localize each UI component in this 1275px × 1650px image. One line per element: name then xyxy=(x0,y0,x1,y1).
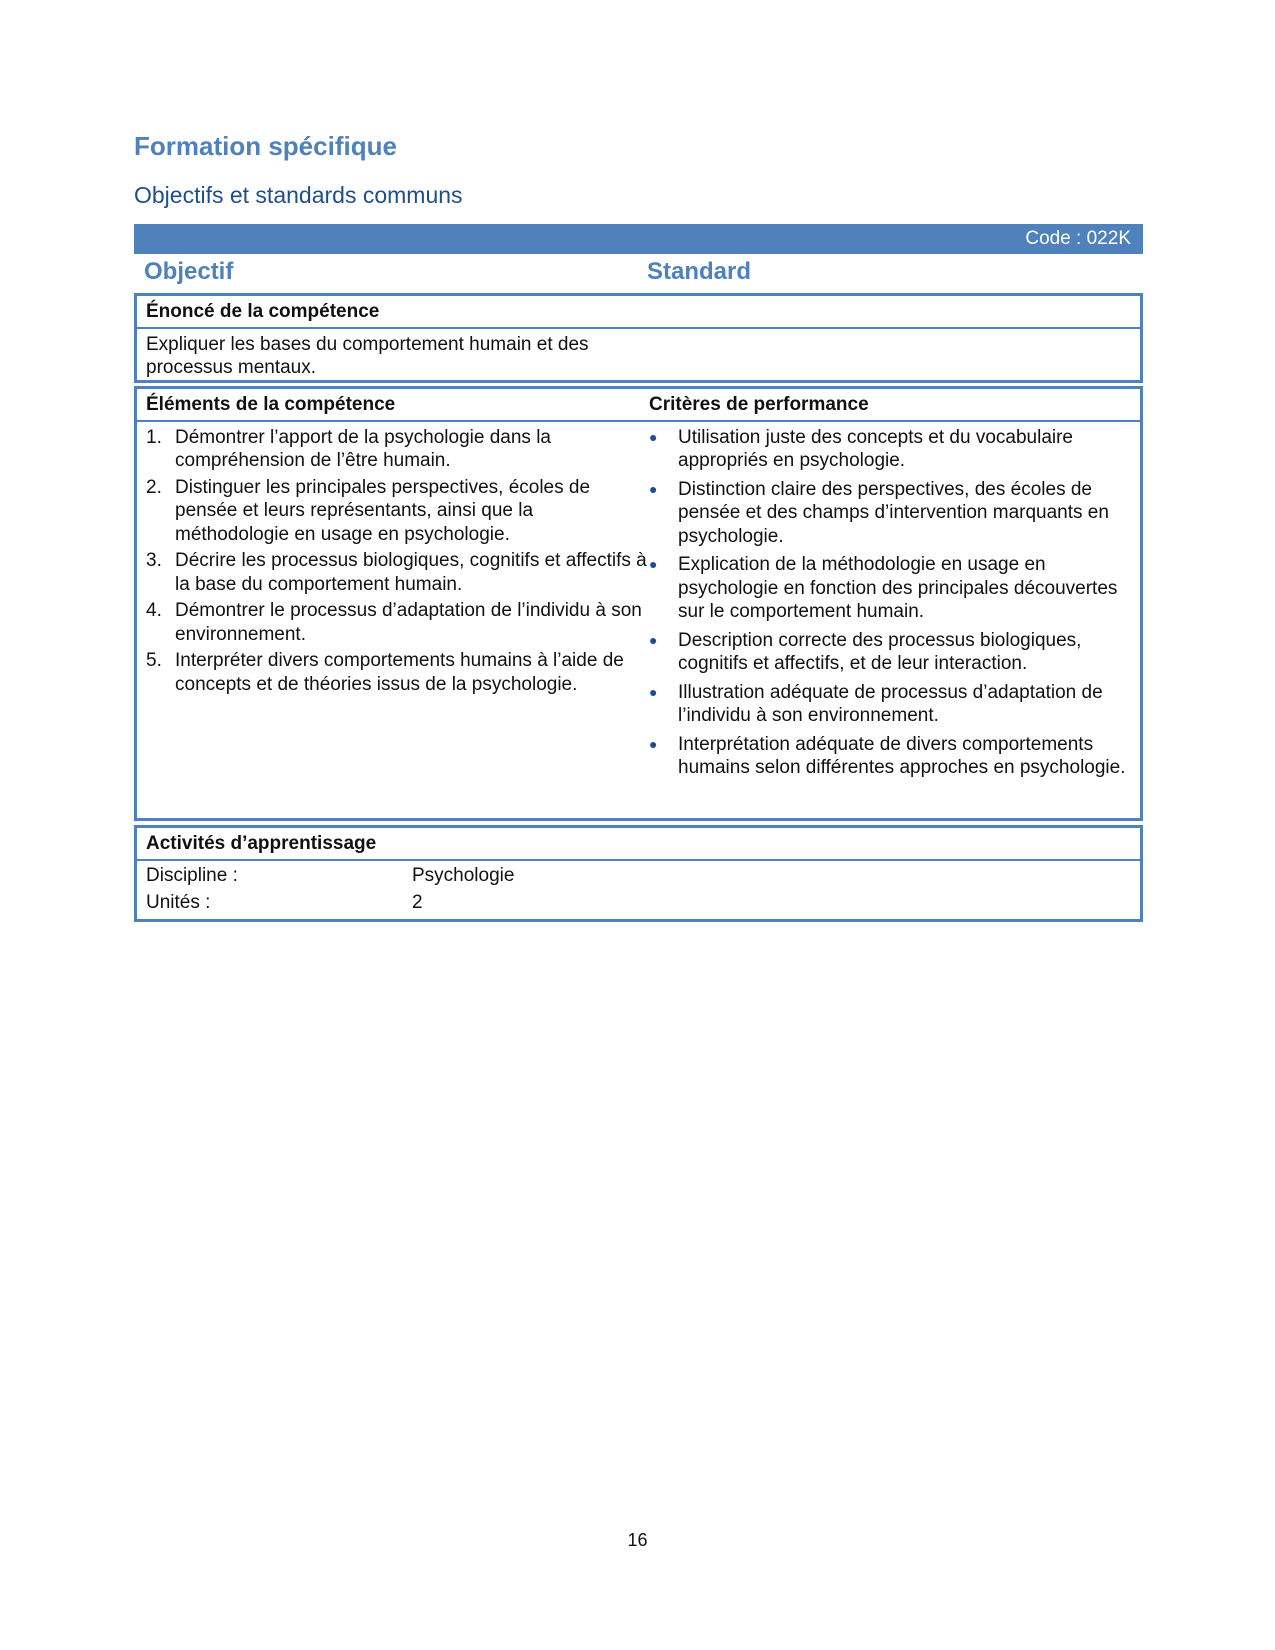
activites-heading: Activités d’apprentissage xyxy=(137,828,1140,861)
list-item xyxy=(649,629,1129,676)
criteria-heading: Critères de performance xyxy=(649,394,869,415)
section-title: Formation spécifique xyxy=(134,131,397,161)
unites-label: Unités : xyxy=(146,891,211,913)
list-item xyxy=(649,733,1129,780)
discipline-value: Psychologie xyxy=(412,864,515,886)
bullet-icon: ● xyxy=(649,735,658,752)
unites-value: 2 xyxy=(412,891,423,913)
list-item xyxy=(649,681,1129,728)
item-number: 3. xyxy=(146,550,162,571)
section-subtitle: Objectifs et standards communs xyxy=(134,182,463,208)
criterion-text: Distinction claire des perspectives, des écoles de pensée et des champs d’intervention marquants en psychologie. xyxy=(678,478,1109,547)
discipline-label: Discipline : xyxy=(146,864,238,886)
elements-heading: Éléments de la compétence xyxy=(146,394,396,415)
bullet-icon: ● xyxy=(649,556,658,572)
list-item xyxy=(146,649,649,696)
bullet-icon: ● xyxy=(649,683,658,700)
criterion-text: Utilisation juste des concepts et du vocabulaire appropriés en psychologie. xyxy=(678,426,1074,471)
bullet-icon: ● xyxy=(649,428,658,445)
list-item xyxy=(146,599,649,646)
criteria-list xyxy=(649,426,1129,780)
enonce-text: Expliquer les bases du comportement humain et des processus mentaux. xyxy=(146,333,589,378)
column-heading-standard: Standard xyxy=(647,258,752,285)
list-item xyxy=(146,549,649,596)
item-number: 5. xyxy=(146,650,162,671)
criterion-text: Illustration adéquate de processus d’adaptation de l’individu à son environnement. xyxy=(678,681,1103,726)
criterion-text: Interprétation adéquate de divers comportements humains selon différentes approches en psychologie. xyxy=(678,733,1126,778)
item-text: Démontrer le processus d’adaptation de l’individu à son environnement. xyxy=(175,600,642,645)
list-item xyxy=(649,426,1129,473)
elements-box xyxy=(134,386,1143,821)
code-bar xyxy=(134,224,1143,254)
elements-list xyxy=(146,426,649,697)
list-item xyxy=(146,476,649,547)
item-number: 4. xyxy=(146,600,162,621)
item-text: Interpréter divers comportements humains à l’aide de concepts et de théories issus de la psychologie. xyxy=(175,650,624,695)
list-item xyxy=(649,553,1129,624)
item-text: Décrire les processus biologiques, cognitifs et affectifs à la base du comportement humain. xyxy=(175,550,647,595)
list-item xyxy=(146,426,649,473)
column-heading-objectif: Objectif xyxy=(144,258,234,285)
course-code: Code : 022K xyxy=(1025,228,1131,249)
enonce-heading: Énoncé de la compétence xyxy=(137,296,1140,329)
item-text: Distinguer les principales perspectives, écoles de pensée et leurs représentants, ainsi que la méthodologie en usage en psychologie. xyxy=(175,476,591,545)
criterion-text: Explication de la méthodologie en usage en psychologie en fonction des principales découvertes sur le comportement humain. xyxy=(678,554,1118,622)
item-number: 1. xyxy=(146,426,162,448)
page-number: 16 xyxy=(627,1530,648,1550)
enonce-box xyxy=(134,293,1143,383)
list-item xyxy=(649,478,1129,549)
item-number: 2. xyxy=(146,476,162,498)
bullet-icon: ● xyxy=(649,480,658,497)
bullet-icon: ● xyxy=(649,631,658,648)
criterion-text: Description correcte des processus biologiques, cognitifs et affectifs, et de leur interaction. xyxy=(678,629,1082,674)
item-text: Démontrer l’apport de la psychologie dans la compréhension de l’être humain. xyxy=(175,426,551,471)
activites-box xyxy=(134,825,1143,922)
